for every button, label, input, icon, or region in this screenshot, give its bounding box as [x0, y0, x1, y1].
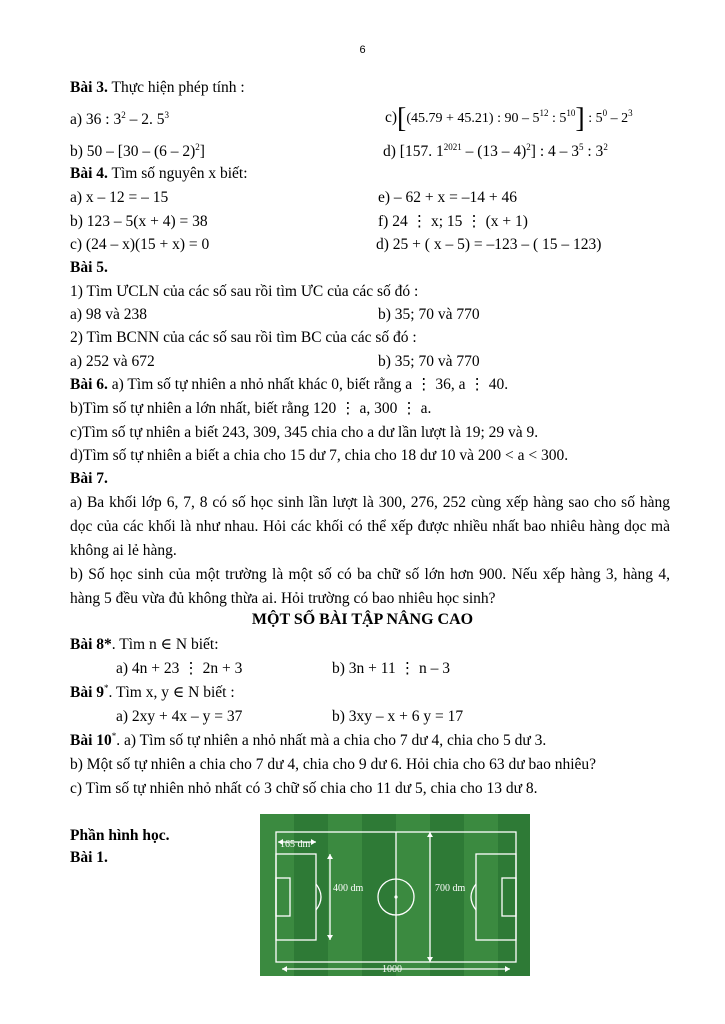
geometry-heading: Phần hình học. [70, 827, 170, 844]
bai3-d: d) [157. $1^{2021} - (13 - 4)^2$] : $4 - 3^5$ : $3^2$ [383, 142, 608, 160]
bai4-e: e) – 62 + x = –14 + 46 [378, 189, 518, 206]
field-label-top: 165 dm [280, 839, 311, 850]
bai10-b: b) Một số tự nhiên a chia cho 7 dư 4, chia cho 9 dư 6. Hỏi chia cho 63 dư bao nhiêu? [70, 756, 597, 773]
bai6-a: Bài 6. a) Tìm số tự nhiên a nhỏ nhất khác 0, biết rằng a ⋮ 36, a ⋮ 40. [70, 376, 509, 393]
bai9-heading: Bài 9*. Tìm x, y ∈ N biết : [70, 683, 235, 701]
bai5-p2: 2) Tìm BCNN của các số sau rồi tìm BC của các số đó : [70, 329, 417, 346]
bai7-heading: Bài 7. [70, 470, 108, 487]
bai3-heading: Bài 3. Thực hiện phép tính : [70, 79, 245, 96]
bai9-a: a) 2xy + 4x – y = 37 [116, 708, 243, 725]
field-label-left: 400 dm [333, 883, 364, 894]
geometry-bai1: Bài 1. [70, 849, 108, 866]
bai4-b: b) 123 – 5(x + 4) = 38 [70, 213, 208, 230]
bai4-f: f) 24 ⋮ x; 15 ⋮ (x + 1) [378, 213, 528, 230]
bai9-b: b) 3xy – x + 6 y = 17 [332, 708, 464, 725]
bai5-heading: Bài 5. [70, 259, 108, 276]
bai7-b: b) Số học sinh của một trường là một số có ba chữ số lớn hơn 900. Nếu xếp hàng 3, hàng 4, hàng 5 đều vừa đủ không thừa ai. Hỏi trường có bao nhiêu học sinh? [70, 566, 670, 607]
page-number: 6 [359, 44, 366, 56]
field-label-bottom: 1000 [382, 964, 402, 975]
bai5-p1b: b) 35; 70 và 770 [378, 306, 480, 323]
bai4-a: a) x – 12 = – 15 [70, 189, 169, 206]
bai4-c: c) (24 – x)(15 + x) = 0 [70, 236, 210, 253]
bai8-a: a) 4n + 23 ⋮ 2n + 3 [116, 660, 243, 677]
bai4-d: d) 25 + ( x – 5) = –123 – ( 15 – 123) [376, 236, 602, 253]
bai6-b: b)Tìm số tự nhiên a lớn nhất, biết rằng 120 ⋮ a, 300 ⋮ a. [70, 400, 432, 417]
field-label-right: 700 dm [435, 883, 466, 894]
bai4-heading: Bài 4. Tìm số nguyên x biết: [70, 165, 248, 182]
bai10-c: c) Tìm số tự nhiên nhỏ nhất có 3 chữ số chia cho 11 dư 5, chia cho 13 dư 8. [70, 780, 538, 797]
bai8-heading: Bài 8*. Tìm n ∈ N biết: [70, 636, 219, 653]
soccer-field-figure [260, 814, 530, 976]
bai3-c: c)[(45.79 + 45.21) : $90 - 5^{12}$ : $5^{10}$] : $5^0 - 2^3$ [385, 103, 633, 134]
advanced-title: MỘT SỐ BÀI TẬP NÂNG CAO [251, 611, 474, 628]
bai3-a: a) 36 : $3^2 - 2$. $5^3$ [70, 110, 169, 128]
bai8-b: b) 3n + 11 ⋮ n – 3 [332, 660, 450, 677]
bai5-p1a: a) 98 và 238 [70, 306, 148, 323]
bai6-d: d)Tìm số tự nhiên a biết a chia cho 15 dư 7, chia cho 18 dư 10 và 200 < a < 300. [70, 447, 569, 464]
bai10-a: Bài 10*. a) Tìm số tự nhiên a nhỏ nhất mà a chia cho 7 dư 4, chia cho 5 dư 3. [70, 731, 547, 749]
bai5-p2a: a) 252 và 672 [70, 353, 155, 370]
bai3-b: b) 50 – [30 – (6 – 2)$^2$] [70, 142, 205, 160]
bai6-c: c)Tìm số tự nhiên a biết 243, 309, 345 chia cho a dư lần lượt là 19; 29 và 9. [70, 424, 539, 441]
bai5-p2b: b) 35; 70 và 770 [378, 353, 480, 370]
bai5-p1: 1) Tìm ƯCLN của các số sau rồi tìm ƯC của các số đó : [70, 283, 419, 300]
bai7-a: a) Ba khối lớp 6, 7, 8 có số học sinh lần lượt là 300, 276, 252 cùng xếp hàng sao cho số hàng dọc của các khối là như nhau. Hỏi các khối có thể xếp được nhiều nhất bao nhiêu hàng dọc mà không ai lẻ hàng. [70, 494, 670, 559]
